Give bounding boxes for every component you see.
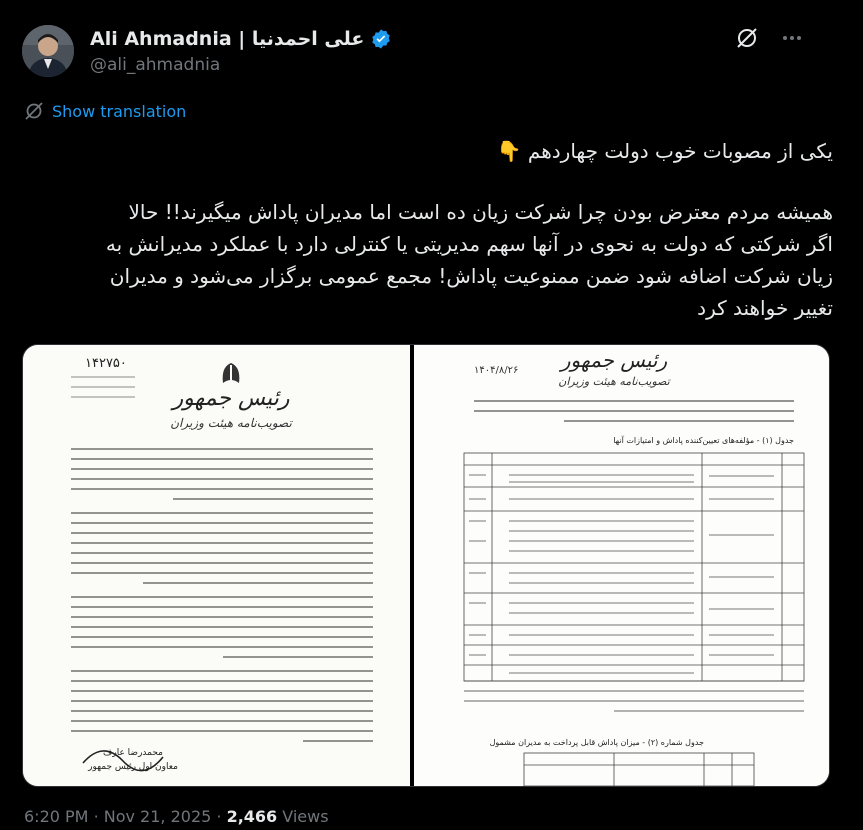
verified-badge-icon [370,28,392,50]
document-right-render [414,345,829,786]
translate-icon [24,101,44,121]
author-handle[interactable]: @ali_ahmadnia [90,55,221,75]
doc-subheader: تصویب‌نامه هیئت وزیران [170,416,292,430]
avatar-image [22,25,74,77]
grok-icon[interactable] [734,25,760,51]
post-media[interactable] [22,344,830,787]
post-text-line: همیشه مردم معترض بودن چرا شرکت زیان ده است اما مدیران پاداش میگیرند!! حالا [128,200,833,224]
doc-date: ۱۴۰۴/۸/۲۶ [474,365,519,376]
avatar[interactable] [22,25,74,77]
document-image-right[interactable] [414,345,829,786]
doc-subheader: تصویب‌نامه هیئت وزیران [558,375,670,388]
doc-signature-name: محمدرضا عارف [103,748,163,758]
author-name[interactable] [90,28,392,50]
post-text-line: اگر شرکتی که دولت به نحوی در آنها سهم مدیریتی یا کنترلی دارد با عملکرد مدیرانش به [105,232,833,256]
views-count: 2,466 [226,807,278,826]
document-image-left[interactable] [23,345,410,786]
post-text-paragraph [33,196,833,324]
author-display-name[interactable]: Ali Ahmadnia | علی احمدنیا [90,28,365,50]
doc-number: ۱۴۲۷۵۰ [85,356,127,371]
post-meta: 6:20 PM · Nov 21, 2025 · 2,466 Views [24,807,329,826]
post-time[interactable]: 6:20 PM [24,807,89,826]
post-text-line-1: یکی از مصوبات خوب دولت چهاردهم 👇 [496,139,833,163]
table1-title: جدول (۱) - مؤلفه‌های تعیین‌کننده پاداش و امتیازات آنها [613,436,794,445]
post-date[interactable]: Nov 21, 2025 [103,807,212,826]
show-translation-button[interactable] [24,101,186,121]
document-left-render [23,345,410,786]
views-label: Views [282,807,329,826]
doc-signature-title: معاون اول رئیس جمهور [88,762,178,772]
show-translation-label[interactable]: Show translation [52,101,187,121]
doc-header: رئیس جمهور [560,348,668,372]
more-options-icon[interactable] [779,25,805,51]
post-text-line: زیان شرکت اضافه شود ضمن ممنوعیت پاداش! مجمع عمومی برگزار می‌شود و مدیران [109,264,833,288]
doc-header: رئیس جمهور [172,386,290,411]
post-text-line: تغییر خواهند کرد [697,296,833,320]
table2-title: جدول شماره (۲) - میزان پاداش قابل پرداخت به مدیران مشمول [489,738,704,747]
